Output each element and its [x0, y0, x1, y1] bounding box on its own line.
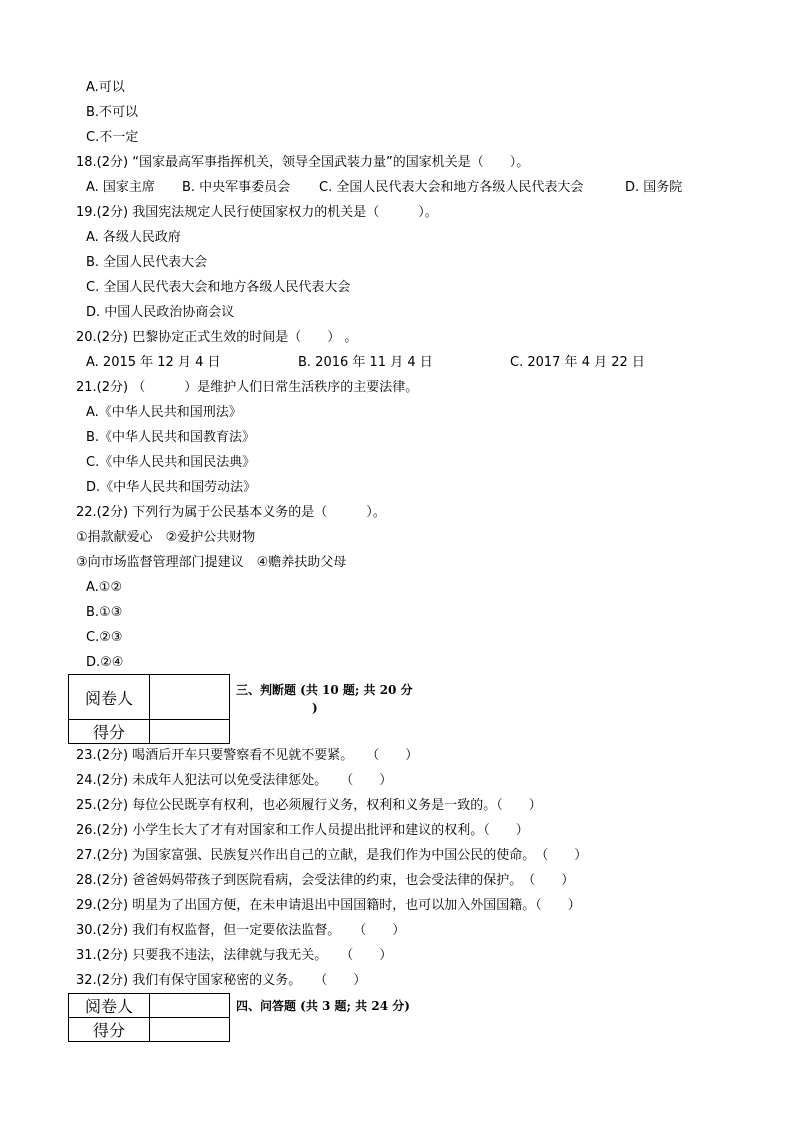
q22-option-a: A.①② — [86, 580, 123, 595]
q21-option-b: B.《中华人民共和国教育法》 — [86, 430, 256, 445]
q20-option-b: B. 2016 年 11 月 4 日 — [298, 355, 433, 370]
q21-option-a: A.《中华人民共和国刑法》 — [86, 405, 242, 420]
judgment-30: 30.(2分) 我们有权监督，但一定要依法监督。 （ ） — [76, 923, 406, 938]
section-4-title: 四、问答题 (共 3 题; 共 24 分) — [236, 999, 410, 1013]
judgment-27: 27.(2分) 为国家富强、民族复兴作出自己的立献，是我们作为中国公民的使命。 （ ） — [76, 848, 588, 863]
q22-item-line-2: ③向市场监督管理部门提建议 ④赡养扶助父母 — [76, 555, 347, 570]
q18-option-d: D. 国务院 — [625, 180, 683, 195]
q22-option-c: C.②③ — [86, 630, 123, 645]
score-box-section-3 — [68, 674, 230, 744]
q20-option-a: A. 2015 年 12 月 4 日 — [86, 355, 221, 370]
q19-option-d: D. 中国人民政治协商会议 — [86, 305, 235, 320]
reviewer-label: 阅卷人 — [69, 994, 150, 1018]
reviewer-label: 阅卷人 — [69, 675, 150, 720]
judgment-29: 29.(2分) 明星为了出国方便，在未申请退出中国国籍时，也可以加入外国国籍。（ ） — [76, 898, 581, 913]
score-box-section-4 — [68, 993, 230, 1042]
option-b: B.不可以 — [86, 105, 139, 120]
q20-option-c: C. 2017 年 4 月 22 日 — [510, 355, 645, 370]
score-label: 得分 — [69, 1018, 150, 1042]
reviewer-cell[interactable] — [150, 994, 230, 1018]
option-c: C.不一定 — [86, 130, 139, 145]
question-19-stem: 19.(2分) 我国宪法规定人民行使国家权力的机关是（ ）。 — [76, 205, 438, 220]
question-20-stem: 20.(2分) 巴黎协定正式生效的时间是（ ） 。 — [76, 330, 358, 345]
question-18-stem: 18.(2分) “国家最高军事指挥机关，领导全国武装力量”的国家机关是（ ）。 — [76, 155, 530, 170]
judgment-23: 23.(2分) 喝酒后开车只要警察看不见就不要紧。 （ ） — [76, 748, 419, 763]
judgment-28: 28.(2分) 爸爸妈妈带孩子到医院看病，会受法律的约束，也会受法律的保护。 （ ） — [76, 873, 575, 888]
section-3-title-close: ) — [312, 701, 318, 715]
question-21-stem: 21.(2分) （ ）是维护人们日常生活秩序的主要法律。 — [76, 380, 419, 395]
q19-option-c: C. 全国人民代表大会和地方各级人民代表大会 — [86, 280, 351, 295]
q19-option-a: A. 各级人民政府 — [86, 230, 181, 245]
q18-option-a: A. 国家主席 — [86, 180, 155, 195]
judgment-24: 24.(2分) 未成年人犯法可以免受法律惩处。 （ ） — [76, 773, 393, 788]
q18-option-b: B. 中央军事委员会 — [182, 180, 291, 195]
q19-option-b: B. 全国人民代表大会 — [86, 255, 208, 270]
judgment-26: 26.(2分) 小学生长大了才有对国家和工作人员提出批评和建议的权利。（ ） — [76, 823, 529, 838]
score-label: 得分 — [69, 720, 150, 744]
question-22-stem: 22.(2分) 下列行为属于公民基本义务的是（ ）。 — [76, 505, 386, 520]
q21-option-d: D.《中华人民共和国劳动法》 — [86, 480, 257, 495]
q22-option-b: B.①③ — [86, 605, 123, 620]
q21-option-c: C.《中华人民共和国民法典》 — [86, 455, 256, 470]
q18-option-c: C. 全国人民代表大会和地方各级人民代表大会 — [319, 180, 584, 195]
judgment-31: 31.(2分) 只要我不违法，法律就与我无关。 （ ） — [76, 948, 393, 963]
judgment-32: 32.(2分) 我们有保守国家秘密的义务。 （ ） — [76, 973, 367, 988]
q22-item-line-1: ①捐款献爱心 ②爱护公共财物 — [76, 530, 256, 545]
question-20-options — [86, 354, 786, 372]
section-3-title: 三、判断题 (共 10 题; 共 20 分 — [236, 683, 413, 697]
judgment-25: 25.(2分) 每位公民既享有权利，也必须履行义务，权利和义务是一致的。（ ） — [76, 798, 542, 813]
question-18-options — [86, 179, 786, 197]
score-cell[interactable] — [150, 1018, 230, 1042]
q22-option-d: D.②④ — [86, 655, 124, 670]
score-cell[interactable] — [150, 720, 230, 744]
option-a: A.可以 — [86, 80, 125, 95]
reviewer-cell[interactable] — [150, 675, 230, 720]
